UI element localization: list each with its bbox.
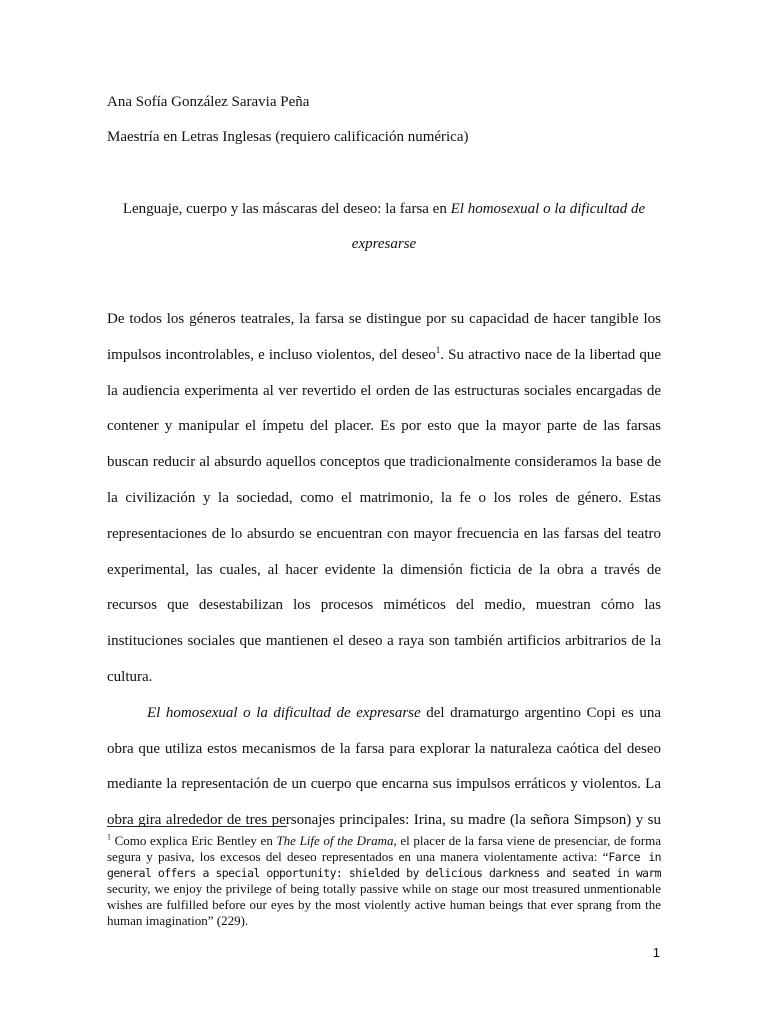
essay-title-italic-1: El homosexual o la dificultad de bbox=[450, 201, 646, 217]
essay-body bbox=[107, 302, 661, 839]
author-name: Ana Sofía González Saravia Peña bbox=[107, 94, 310, 110]
essay-title-prefix: Lenguaje, cuerpo y las máscaras del deseo: la farsa en bbox=[122, 201, 451, 217]
footnote-quote: security, we enjoy the privilege of being totally passive while on stage our most treasured unmentionable wishes are fulfilled before our eyes by the most violently active human beings that ever sprang from the human imagination bbox=[107, 881, 661, 928]
footnote-reference: 1 bbox=[435, 344, 441, 355]
footnote-book-title: The Life of the Drama bbox=[276, 833, 394, 848]
essay-title-line-1 bbox=[0, 201, 768, 218]
paragraph-2 bbox=[107, 696, 661, 839]
essay-title-line-2 bbox=[0, 236, 768, 253]
footnote-number: 1 bbox=[107, 832, 111, 842]
paragraph-2-work-title: El homosexual o la dificultad de expresarse bbox=[147, 704, 421, 721]
footnote bbox=[107, 833, 661, 929]
paragraph-1-part-b: . Su atractivo nace de la libertad que la audiencia experimenta al ver revertido el orden de las estructuras sociales encargadas de contener y manipular el ímpetu del placer. Es por esto que la mayor parte de las farsas buscan reducir al absurdo aquellos conceptos que tradicionalmente consideramos la base de la civilización y la sociedad, como el matrimonio, la fe o los roles de género. Estas representaciones de lo absurdo se encuentran con mayor frecuencia en las farsas del teatro experimental, las cuales, al hacer evidente la dimensión ficticia de la obra a través de recursos que desestabilizan los procesos miméticos del medio, muestran cómo las instituciones sociales que mantienen el deseo a raya son también artificios arbitrarios de la cultura. bbox=[107, 346, 661, 685]
paragraph-1 bbox=[107, 302, 661, 696]
paragraph-1-part-a: De todos los géneros teatrales, la farsa se distingue por su capacidad de hacer tangible los impulsos incontrolables, e incluso violentos, del deseo bbox=[107, 311, 661, 363]
page-number: 1 bbox=[652, 945, 660, 960]
program-line: Maestría en Letras Inglesas (requiero calificación numérica) bbox=[107, 129, 469, 145]
footnote-text-a: Como explica Eric Bentley en bbox=[111, 833, 277, 848]
paragraph-2-text: del dramaturgo argentino Copi es una obra que utiliza estos mecanismos de la farsa para explorar la naturaleza caótica del deseo mediante la representación de un cuerpo que encarna sus impulsos erráticos y violentos. La obra gira alrededor de tres personajes principales: Irina, su madre (la señora Simpson) y su bbox=[107, 704, 661, 829]
footnote-text-b: , el placer de la farsa viene de presenciar, de forma segura y pasiva, los excesos del deseo representados en una manera violentamente activa: “ bbox=[107, 833, 661, 864]
footnote-quote-condensed: Farce in general offers a special opportunity: shielded by delicious darkness and seated in warm bbox=[107, 850, 661, 880]
essay-title-italic-2: expresarse bbox=[351, 236, 417, 252]
footnote-citation: ” (229). bbox=[207, 913, 249, 928]
footnote-separator bbox=[107, 826, 287, 827]
